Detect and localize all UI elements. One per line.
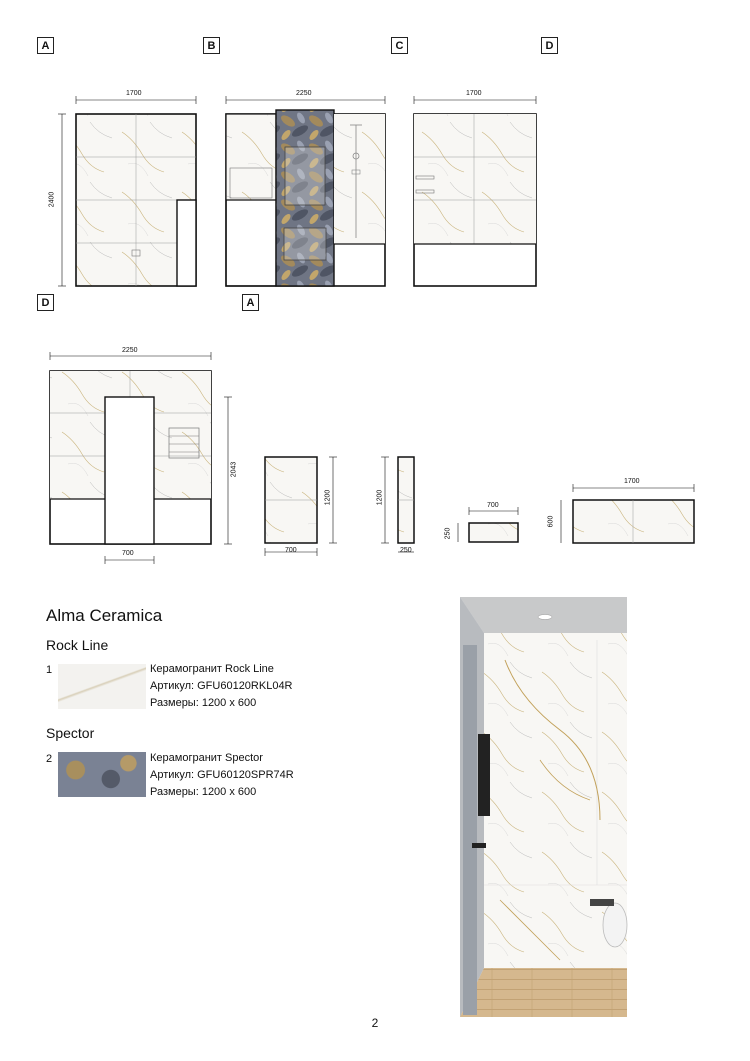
tile-box-side [381,457,414,552]
dim-side-height: 1200 [376,489,384,506]
page-number: 2 [371,1016,379,1030]
dim-c-width: 1700 [466,90,482,97]
elevation-tag-d: D [541,37,558,54]
section-tag-a: A [242,294,259,311]
item-1-line-size: Размеры: 1200 x 600 [150,697,257,709]
brand-title: Alma Ceramica [46,606,163,625]
item-2-line-name: Керамогранит Spector [150,752,263,764]
elevation-tag-c: C [391,37,408,54]
dim-d-door: 700 [122,550,134,557]
dim-shelf-width: 700 [487,502,499,509]
elevation-tag-a: A [37,37,54,54]
dim-d-width: 2250 [122,347,138,354]
dim-shelf-height: 250 [444,527,452,540]
elevation-c [414,96,536,286]
item-description-1 [150,661,293,712]
tile-box-front [265,457,337,556]
dim-box-height: 1200 [324,489,332,506]
tile-shelf [458,507,518,542]
elevation-tag-b: B [203,37,220,54]
tile-bath-front [561,484,694,543]
dim-bath-height: 600 [547,515,555,528]
dim-box-width: 700 [285,547,297,554]
item-2-line-size: Размеры: 1200 x 600 [150,786,257,798]
elevation-b [226,96,385,286]
tile-swatch-spector [58,752,146,797]
elevation-a [58,96,196,286]
item-1-line-name: Керамогранит Rock Line [150,663,274,675]
item-2-line-article: Артикул: GFU60120SPR74R [150,769,294,781]
dim-a-width: 1700 [126,90,142,97]
item-number-1: 1 [46,664,53,676]
dim-b-width: 2250 [296,90,312,97]
elevation-d [50,352,232,564]
dim-a-height: 2400 [48,191,56,208]
room-render [460,597,627,1017]
item-number-2: 2 [46,753,53,765]
tile-swatch-rock-line [58,664,146,709]
dim-side-depth: 250 [400,547,412,554]
item-description-2 [150,750,294,801]
collection-title-2: Spector [46,725,95,741]
section-tag-d: D [37,294,54,311]
dim-bath-width: 1700 [624,478,640,485]
collection-title-1: Rock Line [46,637,109,653]
item-1-line-article: Артикул: GFU60120RKL04R [150,680,293,692]
dim-d-height: 2043 [230,461,238,478]
